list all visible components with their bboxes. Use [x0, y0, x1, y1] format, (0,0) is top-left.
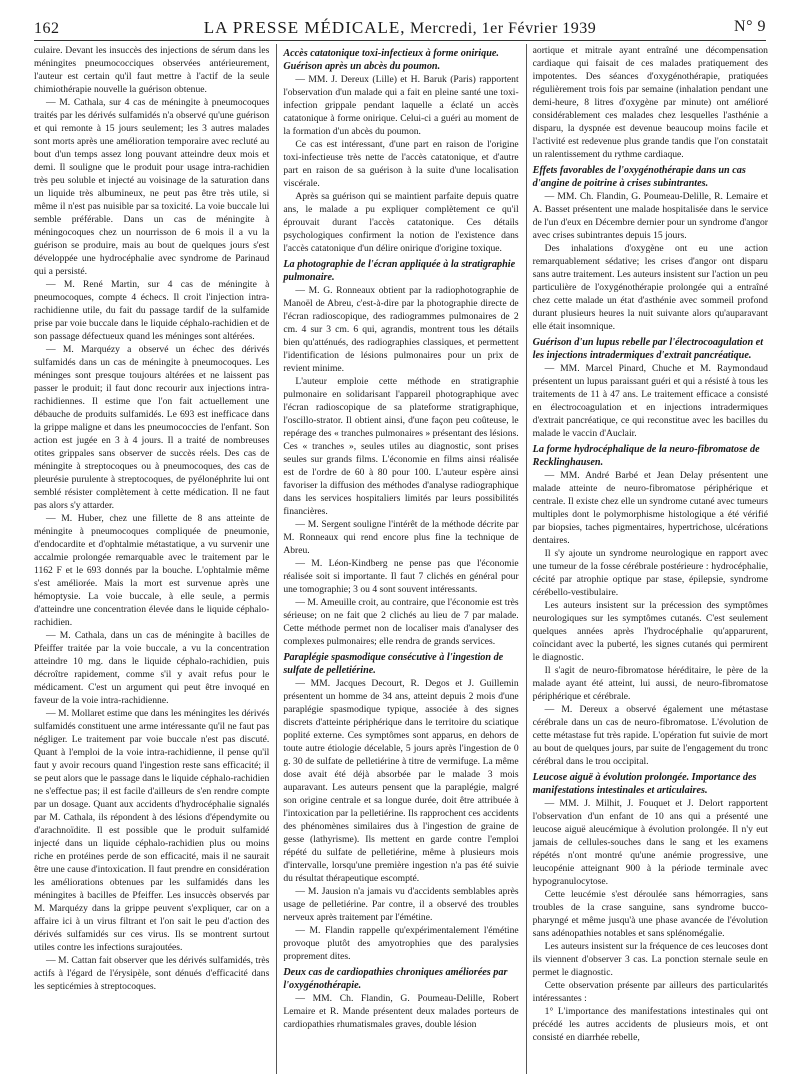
- section-heading: Deux cas de cardiopathies chroniques améliorées par l'oxygénothérapie.: [283, 967, 508, 991]
- paragraph: 1° L'importance des manifestations intestinales qui ont précédé les autres accidents de plusieurs mois, et ont consisté en diarrhée rebelle,: [532, 1006, 768, 1043]
- section-heading: Paraplégie spasmodique consécutive à l'ingestion de sulfate de pelletiérine.: [283, 652, 504, 676]
- paragraph: — MM. André Barbé et Jean Delay présentent une malade atteinte de neuro-fibromatose périphérique et centrale. Il existe chez elle un syndrome cutané avec tumeurs multiples dont le polymorphisme histologique a été vérifié par biopsies, taches pigmentaires, hypertrichose, ulcérations dentaires.: [532, 470, 768, 546]
- column-1: [30, 44, 273, 1074]
- paragraph: — M. Jausion n'a jamais vu d'accidents semblables après usage de pelletiérine. Par contre, il a observé des troubles nerveux après traitement par l'émétine.: [283, 886, 519, 923]
- section-heading: Accès catatonique toxi-infectieux à forme onirique. Guérison après un abcès du poumon.: [283, 48, 499, 72]
- paragraph: — MM. J. Milhit, J. Fouquet et J. Delort rapportent l'observation d'un enfant de 10 ans qui a présenté une leucose aiguë aleucémique à évolution prolongée. Il n'y eut jamais de cellules-souches dans le sang et les examens répétés n'ont montré qu'une anémie progressive, une leucopénie atteignant 900 à la période terminale avec hypogranulocytose.: [532, 798, 768, 887]
- paragraph: — M. Marquézy a observé un échec des dérivés sulfamidés dans un cas de méningite à pneumocoques. Les méninges sont presque toujours altérées et ne laissent pas passer le produit; il faut donc recourir aux injections intra-rachidiennes. Il estime que l'on fait actuellement une débauche de produits sulfamidés. Le 693 est inefficace dans la grippe maligne et dans les pneumococcies de l'enfant. Son action est jugée en 3 à 4 jours. Il a traité de nombreuses otites grippales sans observer de succès réels. Des cas de méningite à streptocoques ou à pneumocoques, des cas de pleurésie purulente à streptocoques, de pyélonéphrite lui ont semblé résister complètement à cette médication. Il ne faut pas alors s'y attarder.: [34, 344, 270, 511]
- journal-name: LA PRESSE MÉDICALE,: [203, 18, 406, 37]
- text-columns: [30, 44, 772, 1074]
- paragraph: — MM. Marcel Pinard, Chuche et M. Raymondaud présentent un lupus paraissant guéri et qui a résisté à tous les traitements de 11 à 47 ans. Le traitement efficace a consisté en électrocoagulation et en injections intradermiques d'extrait pancréatique, ce qui reconstitue avec les bacilles du malade le vaccin d'Auclair.: [532, 363, 768, 439]
- issue-date: Mercredi, 1er Février 1939: [410, 20, 597, 37]
- paragraph: aortique et mitrale ayant entraîné une décompensation cardiaque qui faisait de ces malades pratiquement des impotentes. Des séances d'oxygénothérapie, pratiquées régulièrement trois fois par semaine (inhalation pendant une demi-heure, 8 litres d'oxygène par minute) ont amélioré considérablement ces malades chez lesquelles l'asthénie a disparu, la dyspnée est devenue beaucoup moins facile et l'activité est redevenue plus grande tandis que l'on constatait un ralentissement du rythme cardiaque.: [532, 45, 768, 160]
- paragraph: — M. G. Ronneaux obtient par la radiophotographie de Manoël de Abreu, c'est-à-dire par la photographie directe de l'écran radioscopique, des radiogrammes pulmonaires de 2 cm. 4 sur 3 cm. 6 qui, agrandis, montrent tous les détails bien qu'atténués, des radiographies classiques, et permettent l'identification de lésions pulmonaires pour un prix de revient minime.: [283, 285, 519, 374]
- paragraph: Ce cas est intéressant, d'une part en raison de l'origine toxi-infectieuse très nette de l'accès catatonique, et d'autre part en raison de sa guérison à la suite d'une localisation viscérale.: [283, 139, 519, 189]
- section-heading: Leucose aiguë à évolution prolongée. Importance des manifestations intestinales et articulaires.: [532, 772, 757, 796]
- paragraph: — MM. J. Dereux (Lille) et H. Baruk (Paris) rapportent l'observation d'un malade qui a fait en pleine santé une toxi-infection grippale pendant laquelle a éclaté un accès catatonique à forme onirique. Celui-ci a guéri au moment de la formation d'un abcès du poumon.: [283, 74, 519, 137]
- paragraph: — M. Mollaret estime que dans les méningites les dérivés sulfamidés constituent une arme intéressante qu'il ne faut pas négliger. Le traitement par voie buccale n'est pas discuté. Quant à l'emploi de la voie intra-rachidienne, il pense qu'il faut y avoir recours quand l'ingestion reste sans efficacité; il se peut alors que le passage dans le liquide céphalo-rachidien ne s'effectue pas; il est facile d'ailleurs de s'en rendre compte par un dosage. Quant aux accidents d'hydrocéphalie signalés par M. Cathala, ils répondent à des lésions d'épendymite ou d'arachnoïdite. Il est possible que le produit sulfamidé injecté dans un liquide céphalo-rachidien plus ou moins riche en protéines perde de son efficacité, mais il ne saurait être une cause d'intoxication. Il faut prendre en considération les améliorations obtenues par les sulfamidés dans les méningites à bacilles de Pfeiffer. Les insuccès observés par M. Marquézy dans la grippe peuvent s'expliquer, car on a affaire ici à un virus filtrant et l'on sait le peu d'action des dérivés sulfamidés sur ces virus. Ils se montrent surtout utiles contre les infections surajoutées.: [34, 708, 270, 953]
- paragraph: — M. Cattan fait observer que les dérivés sulfamidés, très actifs à l'égard de l'érysipèle, sont dénués d'efficacité dans les septicémies à streptocoques.: [34, 955, 270, 992]
- paragraph: — M. Ameuille croit, au contraire, que l'économie est très sérieuse; on ne fait que 2 clichés au lieu de 7 par malade. Cette méthode permet non de localiser mais d'analyser des complexes pulmonaires; elle rendra de grands services.: [283, 597, 519, 647]
- paragraph: — M. Flandin rappelle qu'expérimentalement l'émétine provoque plutôt des amyotrophies que des paralysies proprement dites.: [283, 925, 519, 962]
- paragraph: — M. Sergent souligne l'intérêt de la méthode décrite par M. Ronneaux qui rend encore plus fine la technique de Abreu.: [283, 519, 519, 556]
- paragraph: Cette observation présente par ailleurs des particularités intéressantes :: [532, 980, 768, 1004]
- journal-title: [34, 18, 766, 38]
- paragraph: Après sa guérison qui se maintient parfaite depuis quatre ans, le malade a pu expliquer complètement ce qu'il éprouvait durant l'accès catatonique. Ces détails psychologiques confirment la notion de l'existence dans l'accès catatonique d'un délire onirique d'origine toxique.: [283, 191, 519, 254]
- section-heading: Guérison d'un lupus rebelle par l'électrocoagulation et les injections intradermiques d'extrait pancréatique.: [532, 337, 764, 361]
- section-heading: La photographie de l'écran appliquée à la stratigraphie pulmonaire.: [283, 259, 516, 283]
- page-number: 162: [34, 20, 60, 37]
- paragraph: Il s'y ajoute un syndrome neurologique en rapport avec une tumeur de la fosse cérébrale postérieure : hydrocéphalie, cécité par atrophie optique par stase, épilepsie, syndrome cérébello-vestibulaire.: [532, 548, 768, 598]
- paragraph: Les auteurs insistent sur la fréquence de ces leucoses dont ils viennent d'observer 3 cas. La ponction sternale seule en permet le diagnostic.: [532, 941, 768, 978]
- column-3: [526, 44, 772, 1074]
- page-header: [34, 14, 766, 41]
- paragraph: — M. René Martin, sur 4 cas de méningite à pneumocoques, compte 4 échecs. Il croit l'injection intra-rachidienne utile, du fait du passage tardif de la sulfamide prise par voie buccale dans le liquide céphalo-rachidien et de son passage défectueux quand les méninges sont altérées.: [34, 279, 270, 342]
- paragraph: Les auteurs insistent sur la précession des symptômes neurologiques sur les symptômes cutanés. C'est seulement quelques années après l'hydrocéphalie qu'apparurent, coïncidant avec la puberté, les signes cutanés qui permirent le diagnostic.: [532, 600, 768, 663]
- section-heading: Effets favorables de l'oxygénothérapie dans un cas d'angine de poitrine à crises subintrantes.: [532, 165, 746, 189]
- section-heading: La forme hydrocéphalique de la neuro-fibromatose de Recklinghausen.: [532, 444, 760, 468]
- paragraph: Il s'agit de neuro-fibromatose héréditaire, le père de la malade ayant été atteint, lui aussi, de neuro-fibromatose périphérique et cérébrale.: [532, 665, 768, 702]
- paragraph: — M. Cathala, dans un cas de méningite à bacilles de Pfeiffer traitée par la voie buccale, a vu la concentration atteindre 10 mg. dans le liquide céphalo-rachidien, puis décroître rapidement, comme s'il y avait refus pour le médicament. C'est un argument qui peut être invoqué en faveur de la voie intra-rachidienne.: [34, 630, 270, 706]
- paragraph: — M. Huber, chez une fillette de 8 ans atteinte de méningite à pneumocoques compliquée de pneumonie, d'endocardite et d'ophtalmie métastatique, a vu survenir une accalmie prolongée remarquable avec le traitement par le 1162 F et le 693 donnés par la bouche. L'ophtalmie même s'est améliorée. Mais la mort est survenue après une hémoptysie. La voie buccale, à elle seule, a permis d'atteindre une concentration élevée dans le liquide céphalo-rachidien.: [34, 513, 270, 628]
- paragraph: Des inhalations d'oxygène ont eu une action remarquablement sédative; les crises d'angor ont disparu sans autre traitement. Les auteurs insistent sur l'action un peu particulière de l'oxygénothérapie prolongée qui a entraîné chez cette malade un état d'asthénie avec sommeil profond durant plusieurs heures la nuit suivante alors qu'auparavant elle était insomnique.: [532, 243, 768, 332]
- paragraph: — M. Cathala, sur 4 cas de méningite à pneumocoques traités par les dérivés sulfamidés n'a observé qu'une guérison et qui remonte à 15 jours seulement; les 3 autres malades sont morts après une amélioration temporaire avec recluté au bout d'un temps assez long pouvant atteindre deux mois et demi. Il souligne que le produit pour usage intra-rachidien très peu soluble et injecté au voisinage de la saturation dans un liquide très albumineux, ne peut pas être très utile, si même il n'est pas nuisible par sa toxicité. La voie buccale lui semble préférable. Dans un cas de méningite à méningocoques chez un nourrisson de 6 mois il a vu la guérison se produire, mais au bout de quelques jours s'est développée une hydrocéphalie avec syndrome de Parinaud qui a persisté.: [34, 97, 270, 277]
- paragraph: L'auteur emploie cette méthode en stratigraphie pulmonaire en solidarisant l'appareil photographique avec l'écran radioscopique de sa plateforme stratigraphique, l'oscillo-strator. Il obtient ainsi, d'une façon peu coûteuse, le repérage des « tranches pulmonaires » présentant des lésions. Ces « tranches », seules utiles au diagnostic, sont prises seules sur grands films. L'économie en films ainsi réalisée est de l'ordre de 60 à 80 pour 100. L'auteur espère ainsi favoriser la diffusion des méthodes d'analyse radiographique dans les services hospitaliers limités par leurs possibilités financières.: [283, 376, 519, 517]
- paragraph: — MM. Ch. Flandin, G. Poumeau-Delille, Robert Lemaire et R. Mande présentent deux malades porteurs de cardiopathies rhumatismales graves, double lésion: [283, 993, 519, 1030]
- paragraph: — MM. Ch. Flandin, G. Poumeau-Delille, R. Lemaire et A. Basset présentent une malade hospitalisée dans le service de l'un d'eux en Décembre dernier pour un syndrome d'angor avec crises subintrantes depuis 15 jours.: [532, 191, 768, 241]
- column-2: [276, 44, 522, 1074]
- paragraph: Cette leucémie s'est déroulée sans hémorragies, sans troubles de la crase sanguine, sans syndrome bucco-pharyngé et même jusqu'à une phase avancée de l'évolution sans adénopathies notables et sans splénomégalie.: [532, 889, 768, 939]
- paragraph: culaire. Devant les insuccès des injections de sérum dans les méningites pneumococciques observées antérieurement, l'auteur est certain qu'il faut mettre à l'actif de la seule chimiothérapie nouvelle la guérison obtenue.: [34, 45, 270, 95]
- paragraph: — M. Dereux a observé également une métastase cérébrale dans un cas de neuro-fibromatose. L'évolution de cette métastase fut très rapide. L'opération fut suivie de mort au bout de quelques jours, par suite de l'engagement du tronc cérébral dans le trou occipital.: [532, 704, 768, 767]
- paragraph: — M. Léon-Kindberg ne pense pas que l'économie réalisée soit si importante. Il faut 7 clichés en général pour une tomographie; 3 ou 4 sont souvent intéressants.: [283, 558, 519, 595]
- issue-number: N° 9: [734, 18, 766, 35]
- paragraph: — MM. Jacques Decourt, R. Degos et J. Guillemin présentent un homme de 34 ans, atteint depuis 2 mois d'une paraplégie spasmodique typique, associée à des signes discrets d'atteinte périphérique dans le territoire du sciatique poplité externe. Ces symptômes sont apparus, en dehors de toute autre étiologie décelable, 5 jours après l'ingestion de 0 g. 30 de sulfate de pelletiérine à titre de vermifuge. La même dose avait été déjà absorbée par le malade 3 mois auparavant. Les auteurs pensent que la paraplégie, malgré son origine centrale et sa longue durée, doit être attribuée à l'intoxication par la pelletiérine. Ils rapprochent ces accidents des phénomènes similaires dus à l'ingestion de graine de gesse (lathyrisme). Ils mettent en garde contre l'emploi répété du sulfate de pelletiérine, même à plusieurs mois d'intervalle, lorsqu'une première ingestion n'a pas été suivie du résultat thérapeutique escompté.: [283, 678, 519, 884]
